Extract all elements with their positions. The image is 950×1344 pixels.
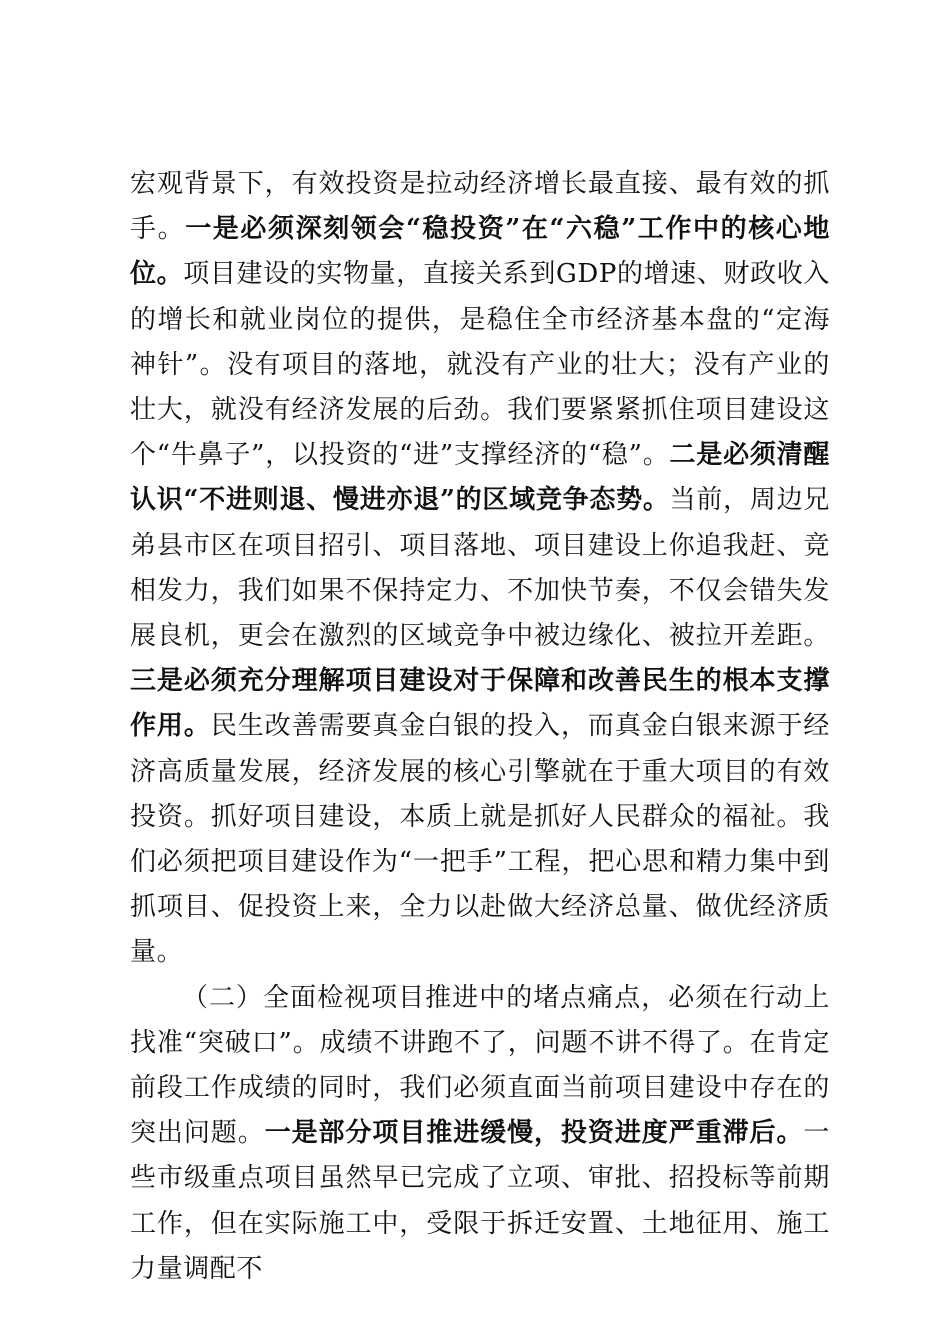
- paragraph-2-segment-3: 一些市级重点项目虽然早已完成了立项、审批、招投标等前期工作，但在实际施工中，受限于拆迁安置、土地征用、施工力量调配不: [130, 1118, 830, 1284]
- paragraph-1-bold-heading-2: 二是必须清醒认识“不进则退、慢进亦退”的区域竞争态势。: [130, 440, 830, 516]
- paragraph-1-segment-5: 当前，周边兄弟县市区在项目招引、项目落地、项目建设上你追我赶、竞相发力，我们如果不保持定力、不加快节奏，不仅会错失发展良机，更会在激烈的区域竞争中被边缘化、被拉开差距。: [130, 485, 830, 652]
- paragraph-1-segment-3: 项目建设的实物量，直接关系到GDP的增速、财政收入的增长和就业岗位的提供，是稳住全市经济基本盘的“定海神针”。没有项目的落地，就没有产业的壮大；没有产业的壮大，就没有经济发展的后劲。我们要紧紧抓住项目建设这个“牛鼻子”，以投资的“进”支撑经济的“稳”。: [130, 259, 830, 471]
- paragraph-1-bold-heading-1: 一是必须深刻领会“稳投资”在“六稳”工作中的核心地位。: [130, 214, 830, 290]
- body-text: [130, 162, 830, 1292]
- paragraph-2: [130, 976, 830, 1292]
- paragraph-1-bold-heading-3: 三是必须充分理解项目建设对于保障和改善民生的根本支撑作用。: [130, 666, 830, 742]
- paragraph-1-segment-7: 民生改善需要真金白银的投入，而真金白银来源于经济高质量发展，经济发展的核心引擎就在于重大项目的有效投资。抓好项目建设，本质上就是抓好人民群众的福祉。我们必须把项目建设作为“一把手”工程，把心思和精力集中到抓项目、促投资上来，全力以赴做大经济总量、做优经济质量。: [130, 711, 830, 968]
- paragraph-2-segment-1: （二）全面检视项目推进中的堵点痛点，必须在行动上找准“突破口”。成绩不讲跑不了，问题不讲不得了。在肯定前段工作成绩的同时，我们必须直面当前项目建设中存在的突出问题。: [130, 982, 830, 1149]
- paragraph-2-bold-heading-1: 一是部分项目推进缓慢，投资进度严重滞后。: [264, 1118, 804, 1149]
- paragraph-1-segment-1: 宏观背景下，有效投资是拉动经济增长最直接、最有效的抓手。: [130, 169, 830, 245]
- paragraph-1: [130, 162, 830, 976]
